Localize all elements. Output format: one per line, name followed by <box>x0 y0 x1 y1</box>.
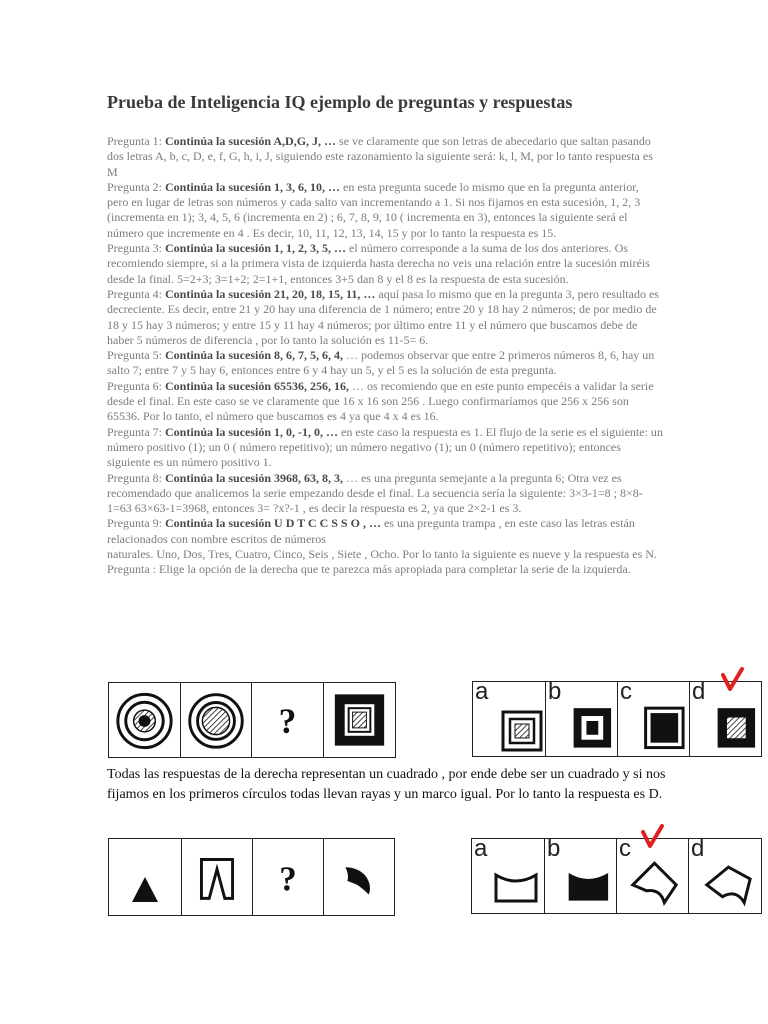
option-a-figure <box>473 682 545 756</box>
page-title: Prueba de Inteligencia IQ ejemplo de preguntas y respuestas <box>107 92 573 112</box>
puzzle2-sequence-strip <box>108 838 395 916</box>
puzzle1-option-a[interactable] <box>473 678 545 756</box>
puzzle2-options-strip <box>471 835 762 914</box>
concentric-circles-dot-figure <box>109 683 180 757</box>
checkmark-icon <box>638 824 666 852</box>
question-mark <box>253 839 323 915</box>
svg-text:?: ? <box>279 859 297 899</box>
puzzle2-seq-cell-2 <box>181 839 252 915</box>
option-d-label: d <box>691 835 705 862</box>
svg-text:?: ? <box>278 700 297 741</box>
option-b-figure <box>545 839 616 913</box>
option-b-label: b <box>547 835 561 862</box>
puzzle1-option-c[interactable] <box>617 678 689 756</box>
option-d-label: d <box>692 678 706 705</box>
option-b-label: b <box>548 678 562 705</box>
question-9-continued: naturales. Uno, Dos, Tres, Cuatro, Cinco, Seis , Siete , Ocho. Por lo tanto la siguiente es nueve y la respuesta es N. <box>107 547 657 562</box>
puzzle2-seq-cell-3 <box>252 839 323 915</box>
puzzle2-seq-cell-1 <box>109 839 181 915</box>
puzzle2-option-b[interactable] <box>544 835 616 913</box>
puzzle1-seq-cell-1 <box>109 683 180 757</box>
question-8: Pregunta 8: Continúa la sucesión 3968, 63, 8, 3, … es una pregunta semejante a la pregunta 6; Otra vez es recomendado que analicemos la serie empezando desde el final. La secuencia sería la siguiente: 3×3-1=8 ; 8×8-1=63 63×63-1=3968, entonces 3= ?x?-1 , es decir la respuesta es 2, ya que 2×2-1 es 3. <box>107 470 643 516</box>
puzzle1-sequence-strip <box>108 682 396 758</box>
option-b-figure <box>546 682 617 756</box>
option-a-label: a <box>475 678 489 705</box>
concentric-circles-hatched-figure <box>181 683 251 757</box>
option-a-figure <box>472 839 544 913</box>
square-in-square-figure <box>324 683 395 757</box>
question-3: Pregunta 3: Continúa la sucesión 1, 1, 2, 3, 5, … el número corresponde a la suma de los dos anteriores. Os recomiendo siempre, si a la primera vista de izquierda hasta derecha no veis una relación entre la sucesión miréis desde la final. 5=2+3; 3=1+2; 2=1+1, entonces 3+5 dan 8 y el 8 es la respuesta de esta sucesión. <box>107 241 650 286</box>
puzzle1-seq-cell-4 <box>323 683 395 757</box>
question-mark <box>252 683 323 757</box>
question-7: Pregunta 7: Continúa la sucesión 1, 0, -1, 0, … en este caso la respuesta es 1. El flujo de la serie es el siguiente: un número positivo (1); un 0 ( número repetitivo); un número negativo (1); un 0 (número repetitivo); entonces siguiente es un número positivo 1. <box>107 424 663 470</box>
puzzle2-option-d[interactable] <box>688 835 760 913</box>
puzzle1-explanation: Todas las respuestas de la derecha representan un cuadrado , por ende debe ser un cuadrado y si nos fijamos en los primeros círculos todas llevan rayas y un marco igual. Por lo tanto la respuesta es D. <box>107 767 666 802</box>
puzzle2-option-a[interactable] <box>472 835 544 913</box>
question-4: Pregunta 4: Continúa la sucesión 21, 20, 18, 15, 11, … aquí pasa lo mismo que en la pregunta 3, pero resultado es decreciente. Es decir, entre 21 y 20 hay una diferencia de 1 número; entre 20 y 18 hay 2 números; de por medio de 18 y 15 hay 3 números; y entre 15 y 11 hay 4 números; por último entre 11 y el número que buscamos debe de haber 5 números de diferencia , por lo tanto la solución es 11-5= 6. <box>107 286 659 347</box>
question-2: Pregunta 2: Continúa la sucesión 1, 3, 6, 10, … en esta pregunta sucede lo mismo que en la pregunta anterior, pero en lugar de letras son números y cada salto van incrementando a 1. Si nos fijamos en esta sucesión, 1, 2, 3 (incrementa en 1); 3, 4, 5, 6 (incrementa en 2) ; 6, 7, 8, 9, 10 ( incrementa en 3), entonces la siguiente será el número que incremente en 4 . Es decir, 10, 11, 12, 13, 14, 15 y por lo tanto la respuesta es 15. <box>107 179 641 240</box>
checkmark-icon <box>718 667 746 695</box>
question-5: Pregunta 5: Continúa la sucesión 8, 6, 7, 5, 6, 4, … podemos observar que entre 2 primeros números 8, 6, hay un salto 7; entre 7 y 5 hay 6, entonces entre 6 y 4 hay un 5, y el 5 es la solución de esta pregunta. <box>107 348 655 378</box>
option-d-figure <box>689 839 760 913</box>
option-c-figure <box>618 682 689 756</box>
questions-text <box>107 134 663 578</box>
option-a-label: a <box>474 835 488 862</box>
black-triangle-figure <box>109 839 181 915</box>
puzzle2-seq-cell-4 <box>323 839 394 915</box>
black-blob-figure <box>324 839 394 915</box>
puzzle1-option-b[interactable] <box>545 678 617 756</box>
option-c-label: c <box>620 678 632 705</box>
question-9: Pregunta 9: Continúa la sucesión U D T C C S S O , … es una pregunta trampa , en este caso las letras están relacionados con nombre escritos de números <box>107 516 635 546</box>
option-c-label: c <box>619 835 631 862</box>
puzzle1-seq-cell-2 <box>180 683 251 757</box>
question-10: Pregunta : Elige la opción de la derecha que te parezca más apropiada para completar la serie de la izquierda. <box>107 562 631 577</box>
question-1: Pregunta 1: Continúa la sucesión A,D,G, J, … se ve claramente que son letras de abecedario que saltan pasando dos letras A, b, c, D, e, f, G, h, i, J, siguiendo este razonamiento la siguiente será: k, l, M, por lo tanto respuesta es M <box>107 134 653 179</box>
puzzle1-seq-cell-3 <box>251 683 323 757</box>
open-pentagon-figure <box>182 839 252 915</box>
question-6: Pregunta 6: Continúa la sucesión 65536, 256, 16, … os recomiendo que en este punto empecéis a validar la serie desde el final. En este caso se ve claramente que 16 x 16 son 256 . Luego confirmaríamos que 256 x 256 son 65536. Por lo tanto, el número que buscamos es 4 ya que 4 x 4 es 16. <box>107 378 654 424</box>
